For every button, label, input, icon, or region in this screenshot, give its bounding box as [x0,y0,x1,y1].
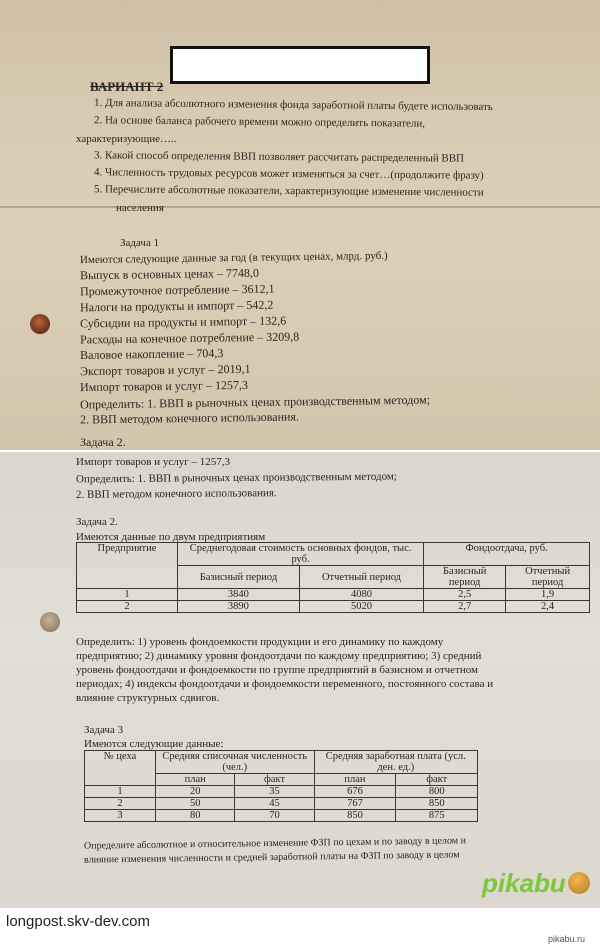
cell: 676 [314,786,396,798]
task3-question: Определите абсолютное и относительное изменение ФЗП по цехам и по заводу в целом и [83,835,466,852]
cell: 4080 [299,589,423,601]
cell: 2,4 [506,601,590,613]
question-line: 3. Какой способ определения ВВП позволяет рассчитать распределенный ВВП [93,149,465,165]
task2-question: Определить: 1) уровень фондоемкости продукции и его динамику по каждому [76,636,444,648]
cell: 3840 [178,589,300,601]
cell: 875 [396,810,478,822]
cell: 50 [156,798,235,810]
th-cost: Среднегодовая стоимость основных фондов, тыс. руб. [178,543,424,566]
question-line: 1. Для анализа абсолютного изменения фонда заработной платы будете использовать [93,96,493,114]
task1-line: 2. ВВП методом конечного использования. [79,409,299,427]
overlap-line: Импорт товаров и услуг – 1257,3 [76,456,231,468]
cell: 2 [77,601,178,613]
redaction-box [170,46,430,84]
table-row [77,589,590,601]
cell: 70 [235,810,314,822]
task1-line: Валовое накопление – 704,3 [79,345,224,363]
task3-question: влияние изменения численности и средней заработной платы на ФЗП по заводу в целом [83,849,460,866]
cell: 35 [235,786,314,798]
task1-line: Выпуск в основных ценах – 7748,0 [79,265,260,283]
th-plan: план [156,774,235,786]
th-fact: факт [235,774,314,786]
th-enterprise: Предприятие [77,543,178,589]
task3-title: Задача 3 [84,724,124,736]
th-fact: факт [396,774,478,786]
task2-question: уровень фондоотдачи и фондоемкости по группе предприятий в базисном и отчетном [76,664,478,676]
task3-intro: Имеются следующие данные: [84,738,224,750]
paper-fold [0,206,600,208]
th-report: Отчетный период [299,566,423,589]
task1-title: Задача 1 [120,237,160,249]
photo-bottom [0,452,600,908]
table-row [85,810,478,822]
cell: 1 [85,786,156,798]
task3-table [84,750,478,822]
cell: 3 [85,810,156,822]
cell: 800 [396,786,478,798]
task1-line: Субсидии на продукты и импорт – 132,6 [79,313,287,331]
pikabu-logo-icon [568,872,590,894]
cell: 850 [396,798,478,810]
cell: 80 [156,810,235,822]
task1-line: Определить: 1. ВВП в рыночных ценах производственным методом; [79,392,431,412]
cell: 1 [77,589,178,601]
cell: 2,5 [424,589,506,601]
cell: 45 [235,798,314,810]
punch-hole [40,612,60,632]
th-base: Базисный период [424,566,506,589]
task2-question: влияние структурных сдвигов. [76,692,220,704]
source-caption: longpost.skv-dev.com [6,913,150,930]
task1-line: Импорт товаров и услуг – 1257,3 [79,377,249,395]
pikabu-watermark: pikabu [482,868,566,898]
table-row [85,798,478,810]
th-plan: план [314,774,396,786]
table-row [85,786,478,798]
task2-title: Задача 2. [76,516,118,528]
th-shop: № цеха [85,751,156,786]
question-line: населения [116,202,164,214]
task1-line: Налоги на продукты и импорт – 542,2 [79,297,274,315]
th-count: Средняя списочная численность (чел.) [156,751,315,774]
question-line: 5. Перечислите абсолютные показатели, характеризующие изменение численности [93,183,484,199]
task2-question: предприятию; 2) динамику уровня фондоотдачи по каждому предприятию; 3) средний [76,650,482,662]
task2-question: периодах; 4) индексы фондоотдачи и фондоемкости переменного, постоянного состава и [76,678,494,690]
task2-intro: Имеются данные по двум предприятиям [76,531,266,543]
cell: 2,7 [424,601,506,613]
cell: 20 [156,786,235,798]
variant-heading: ВАРИАНТ 2 [90,79,164,94]
task1-line: Экспорт товаров и услуг – 2019,1 [79,361,251,379]
cell: 2 [85,798,156,810]
cell: 767 [314,798,396,810]
overlap-line: 2. ВВП методом конечного использования. [75,487,277,501]
task1-line: Промежуточное потребление – 3612,1 [79,281,275,299]
pikabu-small-watermark: pikabu.ru [548,934,586,944]
table-row [77,601,590,613]
th-report: Отчетный период [506,566,590,589]
question-line: характеризующие….. [76,133,177,145]
task2-title-cut: Задача 2. [80,435,126,449]
task1-line: Расходы на конечное потребление – 3209,8 [79,329,300,347]
punch-hole [30,314,50,334]
overlap-line: Определить: 1. ВВП в рыночных ценах производственным методом; [75,470,397,486]
cell: 850 [314,810,396,822]
question-line: 4. Численность трудовых ресурсов может изменяться за счет…(продолжите фразу) [93,166,484,182]
th-base: Базисный период [178,566,300,589]
cell: 3890 [178,601,300,613]
task2-table [76,542,590,613]
cell: 1,9 [506,589,590,601]
task1-line: Имеются следующие данные за год (в текущих ценах, млрд. руб.) [79,249,388,267]
th-wage: Средняя заработная плата (усл. ден. ед.) [314,751,477,774]
photo-top [0,0,600,450]
question-line: 2. На основе баланса рабочего времени можно определить показатели, [93,114,426,130]
cell: 5020 [299,601,423,613]
th-return: Фондоотдача, руб. [424,543,590,566]
